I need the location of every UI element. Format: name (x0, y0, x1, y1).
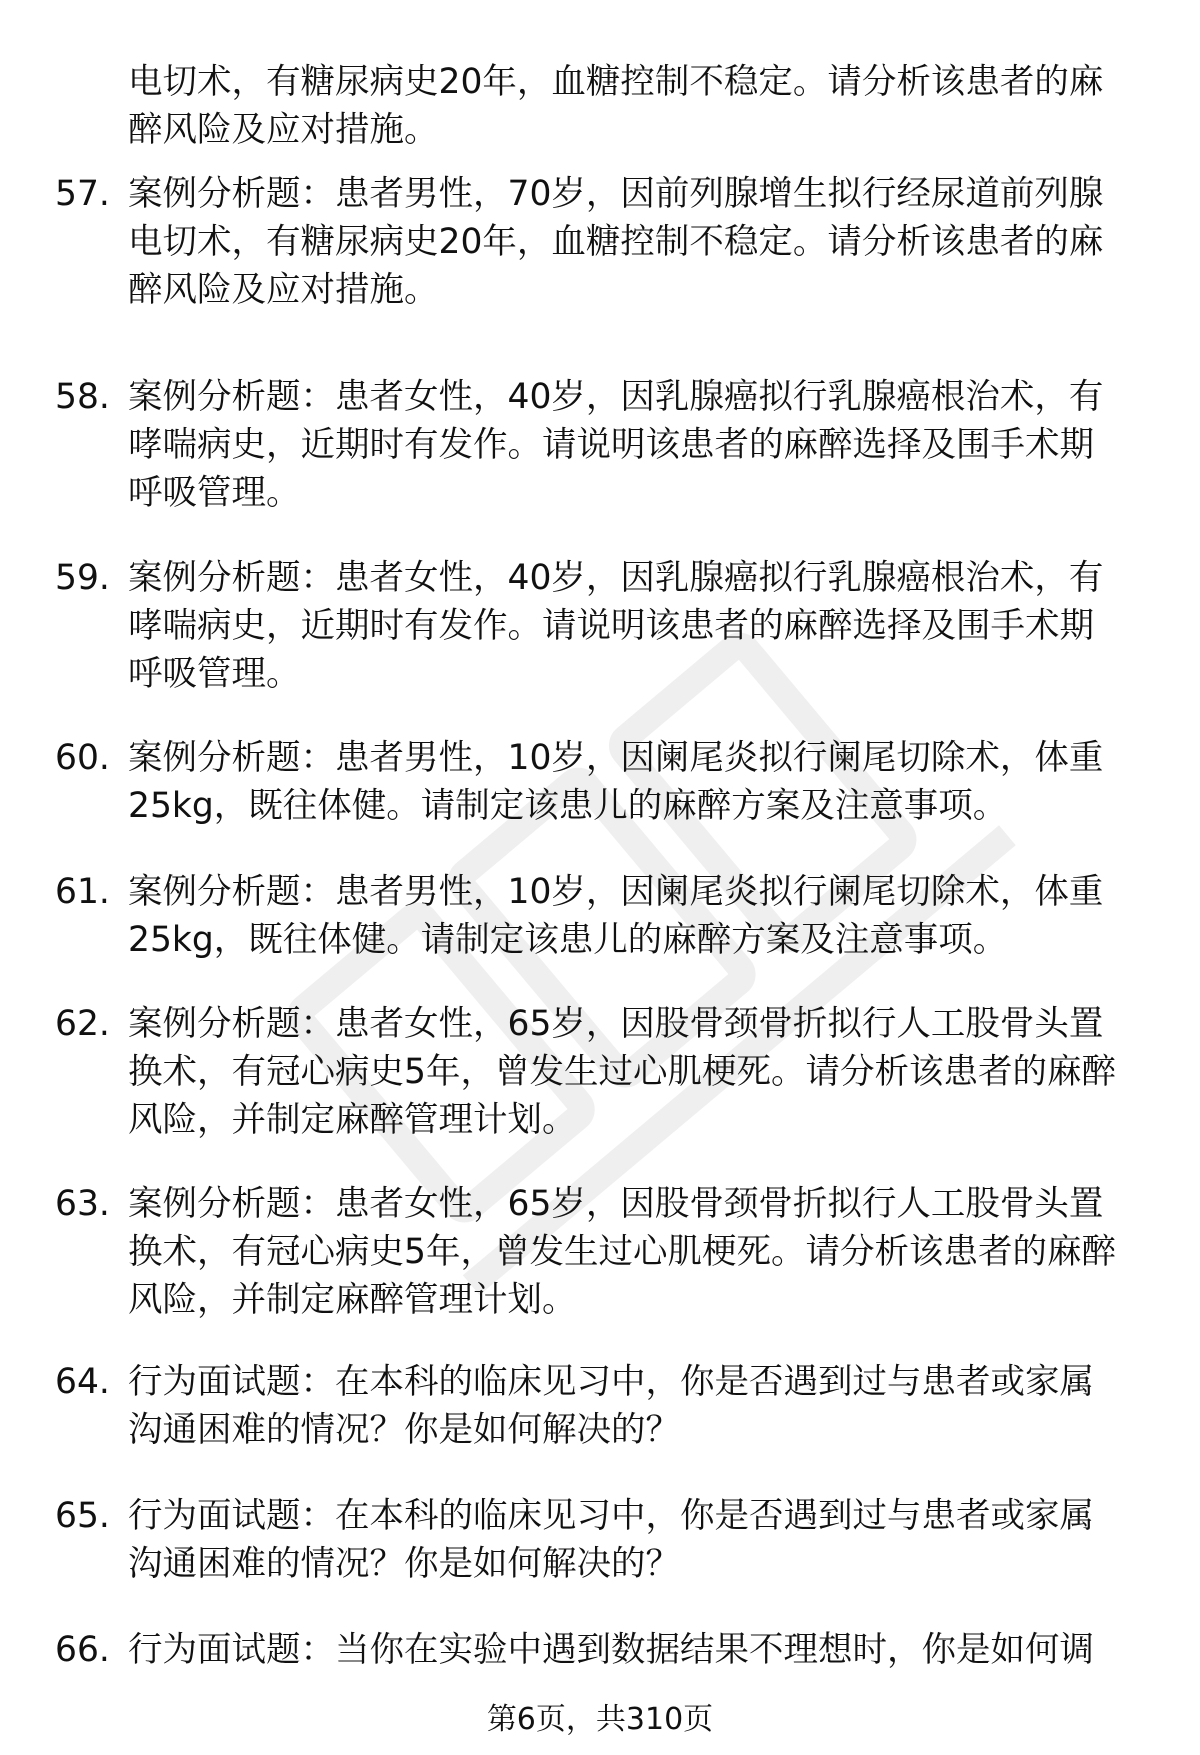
question-number: 61. (55, 872, 110, 912)
question-number: 58. (55, 377, 110, 417)
text-line: 行为面试题：在本科的临床见习中，你是否遇到过与患者或家属 (128, 1496, 1094, 1536)
text-line: 行为面试题：当你在实验中遇到数据结果不理想时，你是如何调 (128, 1630, 1094, 1670)
text-line: 风险，并制定麻醉管理计划。 (128, 1280, 577, 1320)
question-number: 64. (55, 1362, 110, 1402)
text-line: 25kg，既往体健。请制定该患儿的麻醉方案及注意事项。 (128, 786, 1008, 826)
text-line: 25kg，既往体健。请制定该患儿的麻醉方案及注意事项。 (128, 920, 1008, 960)
text-line: 案例分析题：患者女性，40岁，因乳腺癌拟行乳腺癌根治术，有 (128, 377, 1104, 417)
question-text (128, 554, 1168, 698)
text-line: 案例分析题：患者男性，10岁，因阑尾炎拟行阑尾切除术，体重 (128, 872, 1104, 912)
text-line: 哮喘病史，近期时有发作。请说明该患者的麻醉选择及围手术期 (128, 425, 1094, 465)
question-text (128, 1180, 1168, 1324)
question-text (128, 373, 1168, 517)
text-line: 沟通困难的情况？你是如何解决的？ (128, 1544, 680, 1584)
question-text (128, 170, 1168, 314)
text-line: 换术，有冠心病史5年，曾发生过心肌梗死。请分析该患者的麻醉 (128, 1052, 1116, 1092)
text-line: 电切术，有糖尿病史20年，血糖控制不稳定。请分析该患者的麻 (128, 222, 1104, 262)
text-line: 案例分析题：患者女性，65岁，因股骨颈骨折拟行人工股骨头置 (128, 1184, 1104, 1224)
question-number: 62. (55, 1004, 110, 1044)
text-line: 呼吸管理。 (128, 654, 301, 694)
text-line: 案例分析题：患者男性，70岁，因前列腺增生拟行经尿道前列腺 (128, 174, 1104, 214)
page-footer: 第6页，共310页 (486, 1702, 714, 1737)
text-line: 醉风险及应对措施。 (128, 110, 439, 150)
text-line: 风险，并制定麻醉管理计划。 (128, 1100, 577, 1140)
question-text (128, 734, 1168, 830)
question-text (128, 1626, 1168, 1674)
question-number: 60. (55, 738, 110, 778)
text-line: 案例分析题：患者男性，10岁，因阑尾炎拟行阑尾切除术，体重 (128, 738, 1104, 778)
text-line: 案例分析题：患者女性，65岁，因股骨颈骨折拟行人工股骨头置 (128, 1004, 1104, 1044)
question-text (128, 868, 1168, 964)
continued-question-text (128, 58, 1168, 154)
question-text (128, 1492, 1168, 1588)
question-number: 57. (55, 174, 110, 214)
text-line: 醉风险及应对措施。 (128, 270, 439, 310)
question-text (128, 1000, 1168, 1144)
question-number: 66. (55, 1630, 110, 1670)
text-line: 行为面试题：在本科的临床见习中，你是否遇到过与患者或家属 (128, 1362, 1094, 1402)
text-line: 换术，有冠心病史5年，曾发生过心肌梗死。请分析该患者的麻醉 (128, 1232, 1116, 1272)
question-number: 65. (55, 1496, 110, 1536)
question-text (128, 1358, 1168, 1454)
text-line: 案例分析题：患者女性，40岁，因乳腺癌拟行乳腺癌根治术，有 (128, 558, 1104, 598)
question-number: 59. (55, 558, 110, 598)
text-line: 电切术，有糖尿病史20年，血糖控制不稳定。请分析该患者的麻 (128, 62, 1104, 102)
text-line: 呼吸管理。 (128, 473, 301, 513)
text-line: 沟通困难的情况？你是如何解决的？ (128, 1410, 680, 1450)
question-number: 63. (55, 1184, 110, 1224)
text-line: 哮喘病史，近期时有发作。请说明该患者的麻醉选择及围手术期 (128, 606, 1094, 646)
